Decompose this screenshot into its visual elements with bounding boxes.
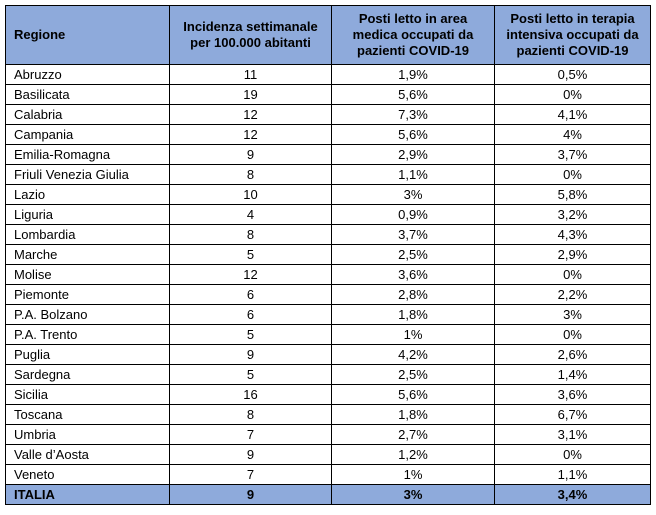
cell-area-medica: 2,8% xyxy=(332,285,495,305)
table-row xyxy=(6,65,651,85)
cell-terapia-intensiva: 0% xyxy=(495,85,651,105)
cell-terapia-intensiva: 4,3% xyxy=(495,225,651,245)
cell-incidenza: 7 xyxy=(170,465,332,485)
cell-incidenza: 19 xyxy=(170,85,332,105)
cell-area-medica: 1,8% xyxy=(332,305,495,325)
cell-terapia-intensiva: 0,5% xyxy=(495,65,651,85)
table-row xyxy=(6,105,651,125)
cell-terapia-intensiva: 3% xyxy=(495,305,651,325)
cell-area-medica: 3% xyxy=(332,185,495,205)
cell-incidenza: 9 xyxy=(170,445,332,465)
cell-incidenza: 8 xyxy=(170,165,332,185)
cell-regione: Lazio xyxy=(6,185,170,205)
cell-incidenza: 12 xyxy=(170,265,332,285)
regional-covid-table-container xyxy=(5,5,651,505)
cell-area-medica: 5,6% xyxy=(332,125,495,145)
cell-incidenza: 16 xyxy=(170,385,332,405)
cell-area-medica: 1% xyxy=(332,325,495,345)
table-row xyxy=(6,445,651,465)
cell-incidenza: 9 xyxy=(170,145,332,165)
cell-terapia-intensiva: 0% xyxy=(495,265,651,285)
cell-regione: Umbria xyxy=(6,425,170,445)
total-row xyxy=(6,485,651,505)
cell-regione: Emilia-Romagna xyxy=(6,145,170,165)
table-row xyxy=(6,345,651,365)
cell-area-medica: 3,6% xyxy=(332,265,495,285)
table-row xyxy=(6,465,651,485)
cell-area-medica: 4,2% xyxy=(332,345,495,365)
cell-area-medica: 2,5% xyxy=(332,365,495,385)
cell-terapia-intensiva: 6,7% xyxy=(495,405,651,425)
cell-area-medica: 3,7% xyxy=(332,225,495,245)
cell-regione: Lombardia xyxy=(6,225,170,245)
cell-terapia-intensiva: 0% xyxy=(495,445,651,465)
table-row xyxy=(6,385,651,405)
table-row xyxy=(6,85,651,105)
table-row xyxy=(6,265,651,285)
cell-area-medica: 1,2% xyxy=(332,445,495,465)
table-row xyxy=(6,405,651,425)
cell-regione: Toscana xyxy=(6,405,170,425)
cell-regione: Campania xyxy=(6,125,170,145)
table-row xyxy=(6,205,651,225)
table-row xyxy=(6,285,651,305)
cell-area-medica: 7,3% xyxy=(332,105,495,125)
header-area-medica: Posti letto in area medica occupati da pazienti COVID-19 xyxy=(332,6,495,65)
cell-regione: Marche xyxy=(6,245,170,265)
cell-incidenza: 8 xyxy=(170,405,332,425)
cell-regione: Piemonte xyxy=(6,285,170,305)
cell-regione: Sardegna xyxy=(6,365,170,385)
cell-area-medica: 1,1% xyxy=(332,165,495,185)
cell-area-medica: 5,6% xyxy=(332,85,495,105)
table-row xyxy=(6,185,651,205)
cell-area-medica: 2,5% xyxy=(332,245,495,265)
cell-area-medica: 5,6% xyxy=(332,385,495,405)
cell-terapia-intensiva: 2,6% xyxy=(495,345,651,365)
cell-regione: P.A. Trento xyxy=(6,325,170,345)
cell-incidenza: 12 xyxy=(170,105,332,125)
cell-terapia-intensiva: 3,6% xyxy=(495,385,651,405)
total-cell-area-medica: 3% xyxy=(332,485,495,505)
header-terapia-intensiva: Posti letto in terapia intensiva occupati da pazienti COVID-19 xyxy=(495,6,651,65)
cell-incidenza: 10 xyxy=(170,185,332,205)
cell-terapia-intensiva: 1,1% xyxy=(495,465,651,485)
cell-regione: Friuli Venezia Giulia xyxy=(6,165,170,185)
cell-terapia-intensiva: 5,8% xyxy=(495,185,651,205)
cell-terapia-intensiva: 4,1% xyxy=(495,105,651,125)
cell-incidenza: 6 xyxy=(170,285,332,305)
cell-terapia-intensiva: 1,4% xyxy=(495,365,651,385)
table-row xyxy=(6,225,651,245)
cell-regione: Calabria xyxy=(6,105,170,125)
cell-regione: Veneto xyxy=(6,465,170,485)
cell-incidenza: 6 xyxy=(170,305,332,325)
cell-terapia-intensiva: 4% xyxy=(495,125,651,145)
cell-area-medica: 2,9% xyxy=(332,145,495,165)
table-body xyxy=(6,65,651,505)
header-row xyxy=(6,6,651,65)
table-header xyxy=(6,6,651,65)
cell-terapia-intensiva: 2,9% xyxy=(495,245,651,265)
cell-area-medica: 2,7% xyxy=(332,425,495,445)
cell-terapia-intensiva: 0% xyxy=(495,325,651,345)
table-row xyxy=(6,245,651,265)
cell-terapia-intensiva: 3,1% xyxy=(495,425,651,445)
cell-incidenza: 11 xyxy=(170,65,332,85)
cell-regione: Abruzzo xyxy=(6,65,170,85)
table-row xyxy=(6,305,651,325)
cell-incidenza: 4 xyxy=(170,205,332,225)
cell-terapia-intensiva: 2,2% xyxy=(495,285,651,305)
table-row xyxy=(6,425,651,445)
cell-incidenza: 12 xyxy=(170,125,332,145)
table-row xyxy=(6,125,651,145)
cell-regione: Valle d’Aosta xyxy=(6,445,170,465)
total-cell-incidenza: 9 xyxy=(170,485,332,505)
total-cell-terapia-intensiva: 3,4% xyxy=(495,485,651,505)
header-incidenza: Incidenza settimanale per 100.000 abitanti xyxy=(170,6,332,65)
cell-area-medica: 1,9% xyxy=(332,65,495,85)
cell-terapia-intensiva: 0% xyxy=(495,165,651,185)
cell-terapia-intensiva: 3,2% xyxy=(495,205,651,225)
cell-terapia-intensiva: 3,7% xyxy=(495,145,651,165)
cell-incidenza: 8 xyxy=(170,225,332,245)
cell-incidenza: 5 xyxy=(170,365,332,385)
cell-regione: Sicilia xyxy=(6,385,170,405)
cell-area-medica: 0,9% xyxy=(332,205,495,225)
cell-incidenza: 5 xyxy=(170,325,332,345)
table-row xyxy=(6,365,651,385)
table-row xyxy=(6,165,651,185)
cell-regione: Liguria xyxy=(6,205,170,225)
table-row xyxy=(6,325,651,345)
cell-area-medica: 1,8% xyxy=(332,405,495,425)
cell-regione: Molise xyxy=(6,265,170,285)
table-row xyxy=(6,145,651,165)
cell-incidenza: 5 xyxy=(170,245,332,265)
cell-incidenza: 9 xyxy=(170,345,332,365)
header-regione: Regione xyxy=(6,6,170,65)
cell-regione: Puglia xyxy=(6,345,170,365)
cell-regione: Basilicata xyxy=(6,85,170,105)
cell-regione: P.A. Bolzano xyxy=(6,305,170,325)
regional-covid-table xyxy=(5,5,651,505)
total-cell-regione: ITALIA xyxy=(6,485,170,505)
cell-area-medica: 1% xyxy=(332,465,495,485)
cell-incidenza: 7 xyxy=(170,425,332,445)
